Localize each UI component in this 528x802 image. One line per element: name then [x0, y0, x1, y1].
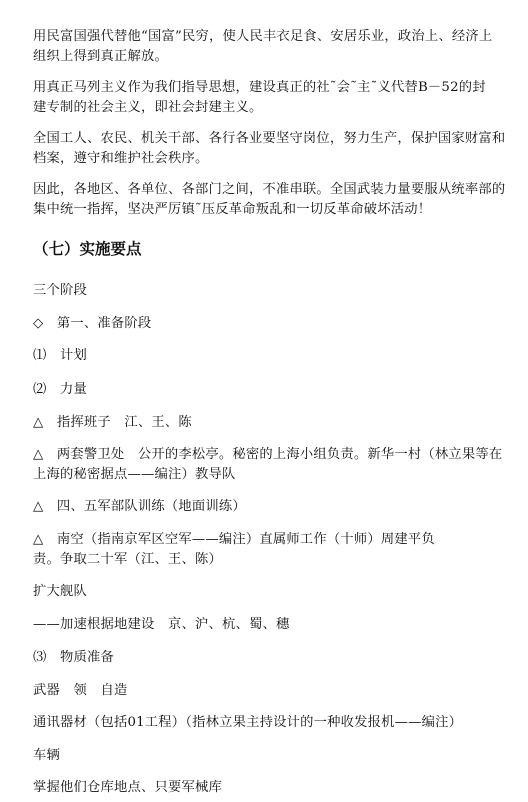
list-item: 扩大舰队: [33, 584, 87, 599]
paragraph-line: 集中统一指挥，坚决严厉镇˜压反革命叛乱和一切反革命破坏活动！: [33, 202, 432, 217]
paragraph-line: 用真正马列主义作为我们指导思想，建设真正的社˜会˜主˜义代替B－52的封: [33, 80, 486, 95]
list-item: ⑵ 力量: [33, 382, 87, 397]
list-item: △ 南空（指南京军区空军——编注）直属师工作（十师）周建平负: [33, 532, 435, 547]
list-item: ——加速根据地建设 京、沪、杭、蜀、穗: [33, 617, 290, 632]
list-item: △ 指挥班子 江、王、陈: [33, 415, 192, 430]
paragraph-line: 建专制的社会主义，即社会封建主义。: [33, 100, 263, 115]
list-item: ◇ 第一、准备阶段: [33, 316, 152, 331]
paragraph-line: 全国工人、农民、机关干部、各行各业要坚守岗位，努力生产，保护国家财富和: [33, 131, 506, 146]
list-item: △ 两套警卫处 公开的李松亭。秘密的上海小组负责。新华一村（林立果等在: [33, 447, 503, 462]
section-heading: （七）实施要点: [33, 240, 142, 258]
list-item: 三个阶段: [33, 283, 87, 298]
list-item: △ 四、五军部队训练（地面训练）: [33, 499, 246, 514]
paragraph-line: 因此，各地区、各单位、各部门之间，不准串联。全国武装力量要服从统率部的: [33, 182, 506, 197]
list-item: ⑶ 物质准备: [33, 650, 114, 665]
list-item: 通讯器材（包括01工程）（指林立果主持设计的一种收发报机——编注）: [33, 715, 463, 730]
list-item: 上海的秘密据点——编注）教导队: [33, 467, 236, 482]
list-item: ⑴ 计划: [33, 348, 87, 363]
list-item: 车辆: [33, 748, 60, 763]
paragraph-line: 用民富国强代替他“国富”民穷，使人民丰衣足食、安居乐业，政治上、经济上: [33, 29, 493, 44]
paragraph-line: 档案，遵守和维护社会秩序。: [33, 151, 209, 166]
paragraph-line: 组织上得到真正解放。: [33, 49, 168, 64]
list-item: 武器 领 自造: [33, 683, 128, 698]
list-item: 责。争取二十军（江、王、陈）: [33, 552, 222, 567]
list-item: 掌握他们仓库地点、只要军械库: [33, 780, 222, 795]
